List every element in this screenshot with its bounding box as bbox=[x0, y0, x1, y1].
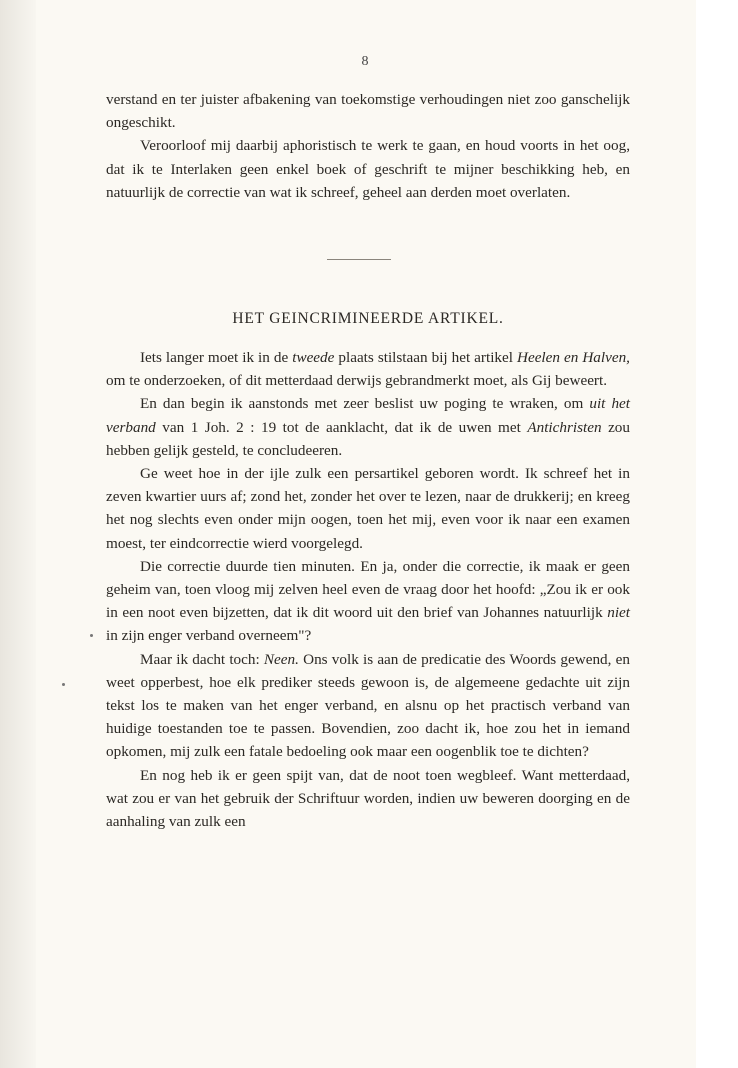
text-run: Iets langer moet ik in de bbox=[140, 349, 293, 366]
italic-term: Neen. bbox=[263, 650, 299, 668]
text-run: zou hebben gelijk gesteld, te concludeeren. bbox=[106, 418, 630, 459]
italic-title: Heelen en Halven, bbox=[516, 349, 630, 366]
page-shadow-left bbox=[0, 0, 36, 1068]
text-run: in zijn enger verband overneem"? bbox=[106, 627, 312, 645]
section-divider bbox=[327, 259, 391, 260]
body-paragraph-6: En nog heb ik er geen spijt van, dat de noot toen wegbleef. Want metterdaad, wat zou er van het gebruik der Schriftuur worden, indien uw beweren doorging en de aanhaling van zulk een bbox=[106, 766, 630, 831]
body-paragraph-4 bbox=[106, 555, 630, 648]
print-speck bbox=[90, 634, 93, 637]
text-run: Maar ik dacht toch: bbox=[140, 650, 264, 668]
section-body bbox=[106, 346, 630, 833]
body-paragraph-1 bbox=[106, 346, 630, 392]
italic-term: uit het verband bbox=[106, 395, 630, 436]
page-number: 8 bbox=[361, 54, 369, 69]
text-run: plaats stilstaan bij het artikel bbox=[334, 349, 517, 366]
text-run: En dan begin ik aanstonds met zeer beslist uw poging te wraken, om bbox=[140, 395, 590, 413]
body-paragraph-3: Ge weet hoe in der ijle zulk een persartikel geboren wordt. Ik schreef het in zeven kwartier uurs af; zond het, zonder het over te lezen, naar de drukkerij; en kreeg het nog slechts even onder mijn oogen, toen het mij, even voor ik naar een examen moest, ter eindcorrectie wierd voorgelegd. bbox=[106, 465, 630, 552]
text-run: Ons volk is aan de predicatie des Woords gewend, en weet opperbest, hoe elk prediker steeds gewoon is, de algemeene gedachte uit zijn tekst los te maken van het enger verband, en alsnu op het practisch verband van huidige toestanden toe te passen. Bovendien, zoo dacht ik, hoe zou het in iemand opkomen, mij zulk een fatale bedoeling ook maar een oogenblik toe te dichten? bbox=[106, 650, 630, 761]
text-run: Die correctie duurde tien minuten. En ja, onder die correctie, ik maak er geen geheim van, toen vloog mij zelven heel even de vraag door het hoofd: „Zou ik er ook in een noot even bijzetten, dat ik dit woord uit den brief van Johannes natuurlijk bbox=[106, 557, 630, 622]
italic-term: Antichristen bbox=[527, 418, 602, 436]
italic-term: tweede bbox=[292, 349, 335, 366]
print-speck bbox=[62, 683, 65, 686]
intro-paragraph-1: verstand en ter juister afbakening van toekomstige verhoudingen niet zoo ganschelijk ongeschikt. bbox=[106, 91, 630, 132]
intro-paragraph-2: Veroorloof mij daarbij aphoristisch te werk te gaan, en houd voorts in het oog, dat ik te Interlaken geen enkel boek of geschrift te mijner beschikking heb, en natuurlijk de correctie van wat ik schreef, geheel aan derden moet overlaten. bbox=[106, 137, 630, 201]
page-margin-right bbox=[696, 0, 738, 1068]
section-heading: HET GEINCRIMINEERDE ARTIKEL. bbox=[232, 310, 504, 327]
italic-term: niet bbox=[607, 604, 630, 622]
text-run: om te onderzoeken, of dit metterdaad derwijs gebrandmerkt moet, als Gij beweert. bbox=[106, 372, 608, 390]
intro-text bbox=[106, 88, 630, 204]
body-paragraph-2 bbox=[106, 392, 630, 462]
text-run: van 1 Joh. 2 : 19 tot de aanklacht, dat ik de uwen met bbox=[155, 418, 528, 436]
body-paragraph-5 bbox=[106, 648, 630, 764]
